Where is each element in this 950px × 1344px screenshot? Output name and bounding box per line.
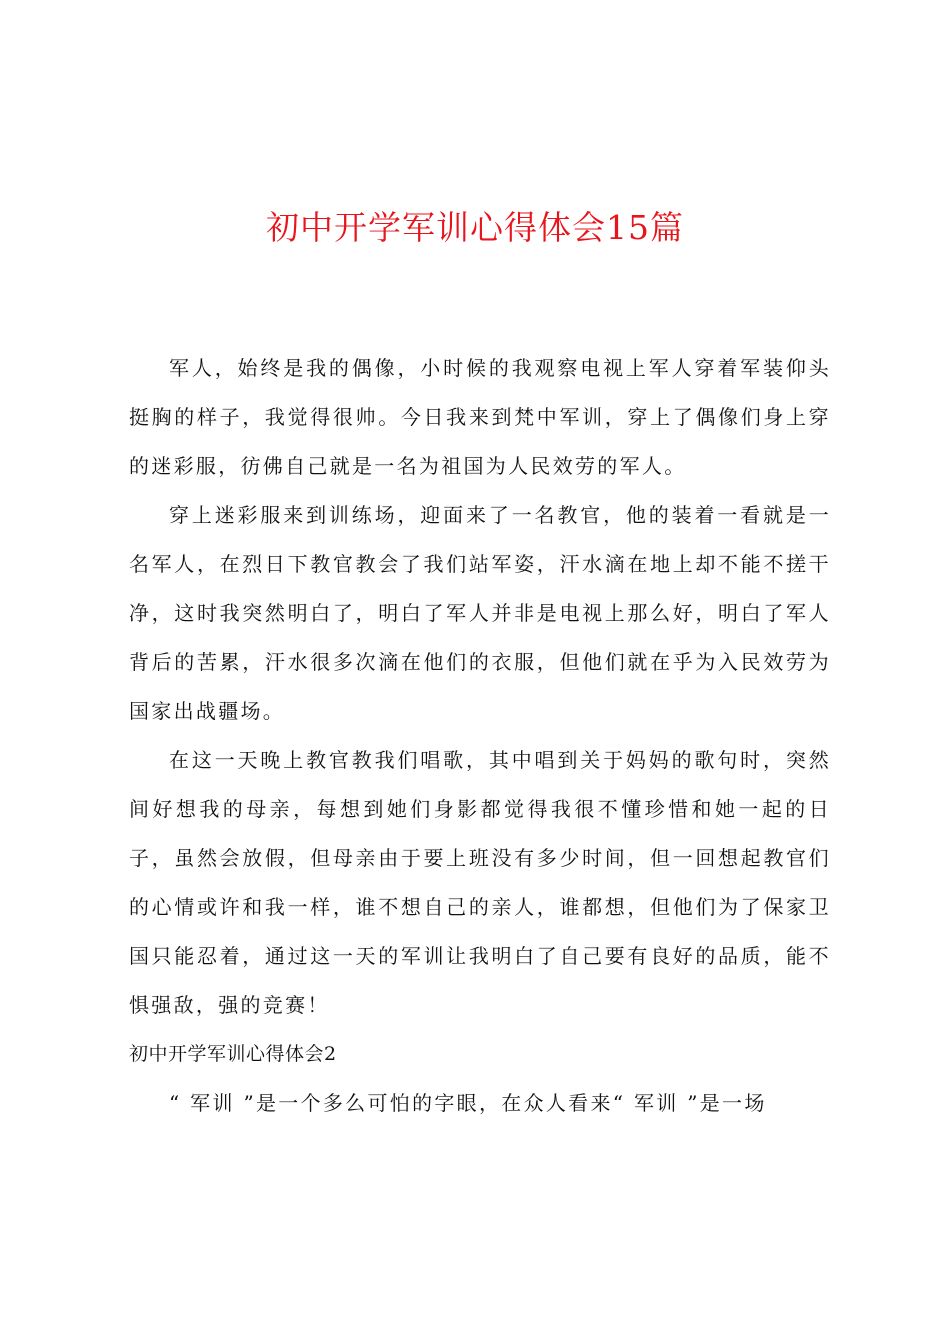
body-paragraph-3: 在这一天晚上教官教我们唱歌，其中唱到关于妈妈的歌句时，突然间好想我的母亲，每想到她们身影都觉得我很不懂珍惜和她一起的日子，虽然会放假，但母亲由于要上班没有多少时间，但一回想起教官们的心情或许和我一样，谁不想自己的亲人，谁都想，但他们为了保家卫国只能忍着，通过这一天的军训让我明白了自己要有良好的品质，能不惧强敌，强的竞赛！ xyxy=(129,748,831,1017)
body-paragraph-2: 穿上迷彩服来到训练场，迎面来了一名教官，他的装着一看就是一名军人，在烈日下教官教会了我们站军姿，汗水滴在地上却不能不搓干净，这时我突然明白了，明白了军人并非是电视上那么好，明白了军人背后的苦累，汗水很多次滴在他们的衣服，但他们就在乎为入民效劳为国家出战疆场。 xyxy=(129,503,831,723)
document-title: 初中开学军训心得体会15篇 xyxy=(266,208,684,247)
section-heading: 初中开学军训心得体会2 xyxy=(129,1043,337,1065)
document-body xyxy=(129,344,831,1128)
body-paragraph-4: “ 军训 ”是一个多么可怕的字眼，在众人看来“ 军训 ”是一场 xyxy=(169,1091,767,1115)
body-paragraph-1: 军人，始终是我的偶像，小时候的我观察电视上军人穿着军装仰头挺胸的样子，我觉得很帅。今日我来到梵中军训，穿上了偶像们身上穿的迷彩服，彷佛自己就是一名为祖国为人民效劳的军人。 xyxy=(129,356,831,478)
